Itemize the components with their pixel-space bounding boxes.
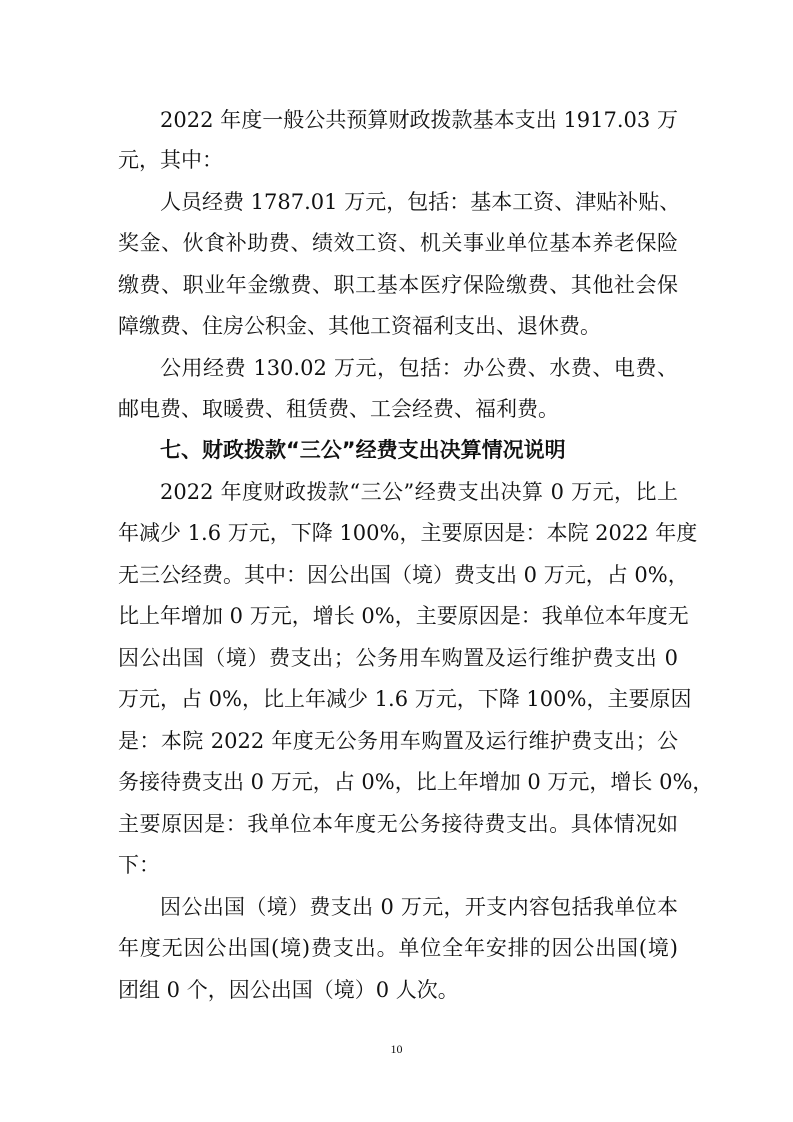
- text-line: 务接待费支出 0 万元，占 0%，比上年增加 0 万元，增长 0%，: [118, 770, 714, 794]
- text-line: 年减少 1.6 万元，下降 100%，主要原因是：本院 2022 年度: [118, 521, 698, 545]
- text-line: 2022 年度一般公共预算财政拨款基本支出 1917.03 万: [160, 108, 678, 132]
- text-line: 邮电费、取暖费、租赁费、工会经费、福利费。: [118, 397, 559, 421]
- text-line: 无三公经费。其中：因公出国（境）费支出 0 万元，占 0%，: [118, 563, 689, 587]
- text-line: 因公出国（境）费支出；公务用车购置及运行维护费支出 0: [118, 646, 678, 670]
- text-line: 万元，占 0%，比上年减少 1.6 万元，下降 100%，主要原因: [118, 687, 692, 711]
- text-line: 缴费、职业年金缴费、职工基本医疗保险缴费、其他社会保: [118, 273, 678, 297]
- text-line: 公用经费 130.02 万元，包括：办公费、水费、电费、: [160, 356, 678, 380]
- text-line: 比上年增加 0 万元，增长 0%，主要原因是：我单位本年度无: [118, 604, 689, 628]
- text-line: 障缴费、住房公积金、其他工资福利支出、退休费。: [118, 314, 601, 338]
- text-line: 人员经费 1787.01 万元，包括：基本工资、津贴补贴、: [160, 190, 681, 214]
- text-line: 团组 0 个，因公出国（境）0 人次。: [118, 978, 459, 1002]
- text-line: 下：: [118, 853, 160, 877]
- text-line: 年度无因公出国(境)费支出。单位全年安排的因公出国(境): [118, 936, 678, 960]
- page-number: 10: [390, 1042, 403, 1056]
- text-line: 元，其中：: [118, 148, 223, 172]
- section-heading: 七、财政拨款“三公”经费支出决算情况说明: [160, 438, 566, 462]
- text-line: 奖金、伙食补助费、绩效工资、机关事业单位基本养老保险: [118, 231, 678, 255]
- text-line: 2022 年度财政拨款“三公”经费支出决算 0 万元，比上: [160, 480, 678, 504]
- text-line: 主要原因是：我单位本年度无公务接待费支出。具体情况如: [118, 812, 678, 836]
- text-line: 是：本院 2022 年度无公务用车购置及运行维护费支出；公: [118, 729, 678, 753]
- text-line: 因公出国（境）费支出 0 万元，开支内容包括我单位本: [160, 895, 678, 919]
